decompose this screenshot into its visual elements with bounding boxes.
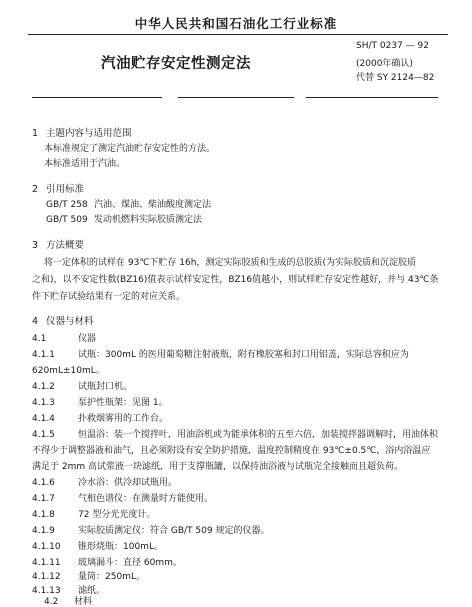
section-1-para-1: 本标准规定了测定汽油贮存安定性的方法。 [44,144,216,154]
title-rule-right [306,97,438,98]
title-rule-mid [178,97,294,98]
item-4-1-9: 4.1.9 实际胶质测定仪：符合 GB/T 509 规定的仪器。 [32,526,270,536]
item-4-1-7: 4.1.7 气相色谱仪：在测量时方能使用。 [32,494,214,504]
reference-2: GB/T 509 发动机燃料实际胶质测定法 [46,215,203,225]
title-rule-left [32,97,162,98]
section-3-line-2: 之和)，以不安定性数(BZ16)值表示试样安定性，BZ16值越小，则试样贮存安定性越好，并与 43℃条 [32,275,439,285]
section-1-para-2: 本标准适用于汽油。 [44,159,126,169]
section-4-heading: 4 仪器与材料 [32,316,94,327]
subsection-4-2: 4.2 材料 [44,597,93,607]
item-4-1-3: 4.1.3 泵护性瓶架：见图 1。 [32,398,168,408]
header-rule [28,34,448,35]
item-4-1-11: 4.1.11 玻璃漏斗：直径 60mm。 [32,558,182,568]
section-3-heading: 3 方法概要 [32,240,85,251]
subsection-4-1: 4.1 仪器 [32,334,97,344]
item-4-1-2: 4.1.2 试瓶封口机。 [32,382,133,392]
section-1-heading: 1 主题内容与适用范围 [32,128,132,139]
item-4-1-1-line-1: 4.1.1 试瓶：300mL 的医用葡萄糖注射液瓶，附有橡胶塞和封口用铝盖，实际总容积应为 [32,350,409,360]
item-4-1-5-line-2: 不得少于调整器液和油气，且必须附设有安全防护措施，温度控制精度在 93℃±0.5℃，浴内浴温应 [32,446,431,456]
item-4-1-12: 4.1.12 量筒：250mL。 [32,572,145,582]
item-4-1-13: 4.1.13 滤纸。 [32,586,106,596]
section-2-heading: 2 引用标准 [32,184,85,195]
item-4-1-8: 4.1.8 72 型分光光度计。 [32,510,156,520]
item-4-1-6: 4.1.6 冷水浴：供冷却试瓶用。 [32,478,178,488]
reference-1: GB/T 258 汽油、煤油、柴油酸度测定法 [46,200,212,210]
item-4-1-4: 4.1.4 扑救烟雾用的工作台。 [32,414,169,424]
item-4-1-1-line-2: 620mL±10mL。 [32,366,105,376]
issuing-organization: 中华人民共和国石油化工行业标准 [134,16,338,31]
confirmation-year: (2000年确认) [356,59,413,69]
item-4-1-5-line-3: 满足于 2mm 高试浆液一块滤纸，用于支撑瓶罐，以保持油浴液与试瓶完全接触而且超负荷。 [32,462,403,472]
replaces-standard: 代替 SY 2124—82 [356,73,435,83]
item-4-1-10: 4.1.10 锥形烧瓶：100mL。 [32,542,163,552]
item-4-1-5-line-1: 4.1.5 恒温浴：装一个搅拌叶，用油浴机或为能承体积的五至六倍，加装搅拌器调解时，用油体积 [32,430,439,440]
standard-code: SH/T 0237 — 92 [356,41,429,51]
section-3-line-3: 件下贮存试验结果有一定的对应关系。 [32,292,186,302]
document-title: 汽油贮存安定性测定法 [101,56,251,72]
section-3-line-1: 将一定体积的试样在 93℃下贮存 16h，测定实际胶质和生成的总胶质(为实际胶质和沉淀胶质 [44,258,416,268]
